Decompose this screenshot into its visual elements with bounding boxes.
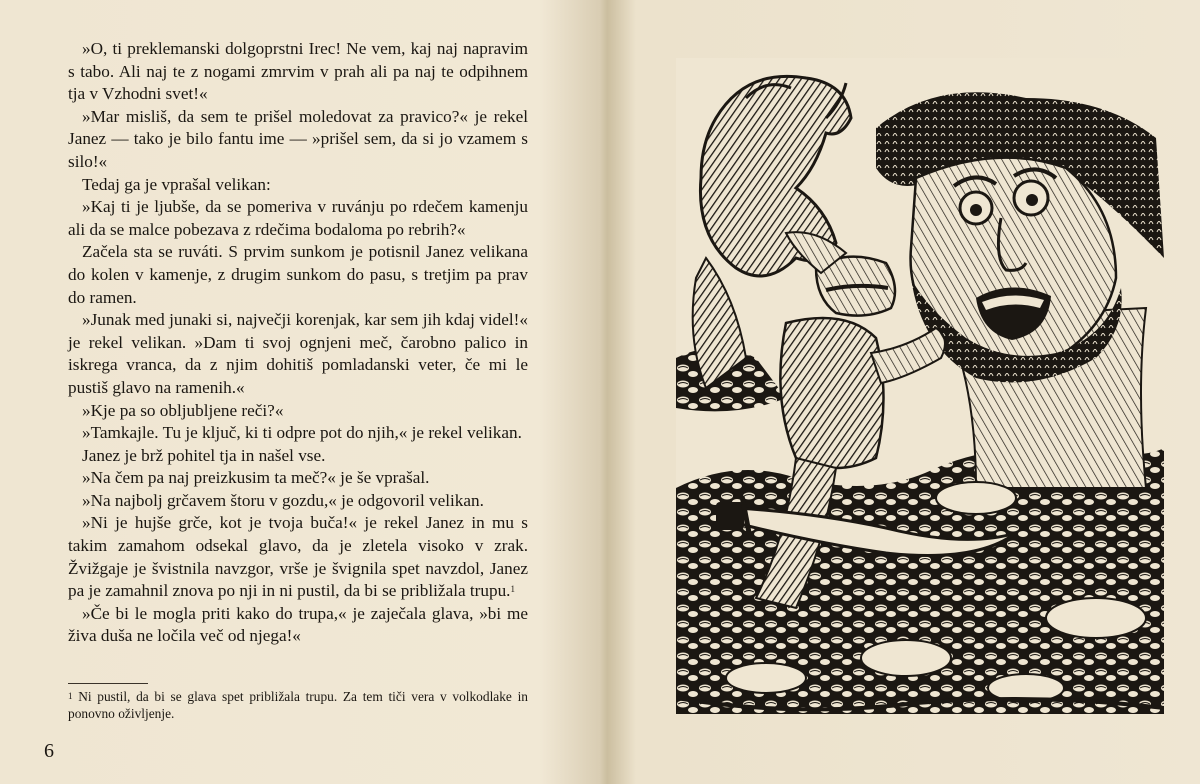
paragraph: »Na najbolj grčavem štoru v gozdu,« je odgovoril velikan. [82,490,484,510]
paragraph: Tedaj ga je vprašal velikan: [82,174,271,194]
paragraph: »Tamkajle. Tu je ključ, ki ti odpre pot do njih,« je rekel velikan. [82,423,522,443]
footnote-reference: 1 [510,584,515,595]
paragraph: »Če bi le mogla priti kako do trupa,« je zaječala glava, »bi me živa duša ne ločila več od njega!« [68,603,528,646]
paragraph-text: »Ni je hujše grče, kot je tvoja buča!« je rekel Janez in mu s takim zamahom odsekal glavo, da je zletela visoko v zrak. Žvižgaje je švistnila navzgor, vrše je švignila spet navzdol, Janez pa je zamahnil znova po nji in ni pustil, da bi se približala trupu. [68,513,528,601]
footnote-divider [68,683,148,684]
paragraph: »Na čem pa naj preizkusim ta meč?« je še vprašal. [82,468,430,488]
paragraph: Janez je brž pohitel tja in našel vse. [82,445,326,465]
paragraph-with-footnote [68,512,528,602]
paragraph: »Kaj ti je ljubše, da se pomeriva v ruvánju po rdečem kamenju ali da se malce pobezava z rdečima bodaloma po rebrih?« [68,197,528,239]
paragraph: »Mar misliš, da sem te prišel moledovat za pravico?« je rekel Janez — tako je bilo fantu ime — »prišel sem, da si jo vzamem s silo!« [68,106,528,171]
right-page [604,0,1200,784]
paragraph: Začela sta se ruváti. S prvim sunkom je potisnil Janez velikana do kolen v kamenje, z drugim sunkom do pasu, s tretjim pa prav do ramen. [68,242,528,307]
footnote-text: Ni pustil, da bi se glava spet približala trupu. Za tem tiči vera v volkodlake in ponovno oživljenje. [68,689,528,721]
woodcut-giant-and-boy-with-sword-icon [676,58,1164,714]
footnote-number: 1 [68,691,73,701]
footnote [68,688,528,722]
story-text [68,38,528,648]
page-number: 6 [44,740,54,762]
paragraph: »O, ti preklemanski dolgoprstni Irec! Ne vem, kaj naj napravim s tabo. Ali naj te z nogami zmrvim v prah ali pa naj te odpihnem tja v Vzhodni svet!« [68,39,528,104]
paragraph: »Junak med junaki si, največji korenjak, kar sem jih kdaj videl!« je rekel velikan. »Dam ti svoj ognjeni meč, čarobno palico in iskrega vranca, da z njim dohitiš pomladanski veter, če mi le pustiš glavo na ramenih.« [68,310,528,397]
paragraph: »Kje pa so obljubljene reči?« [82,400,284,420]
